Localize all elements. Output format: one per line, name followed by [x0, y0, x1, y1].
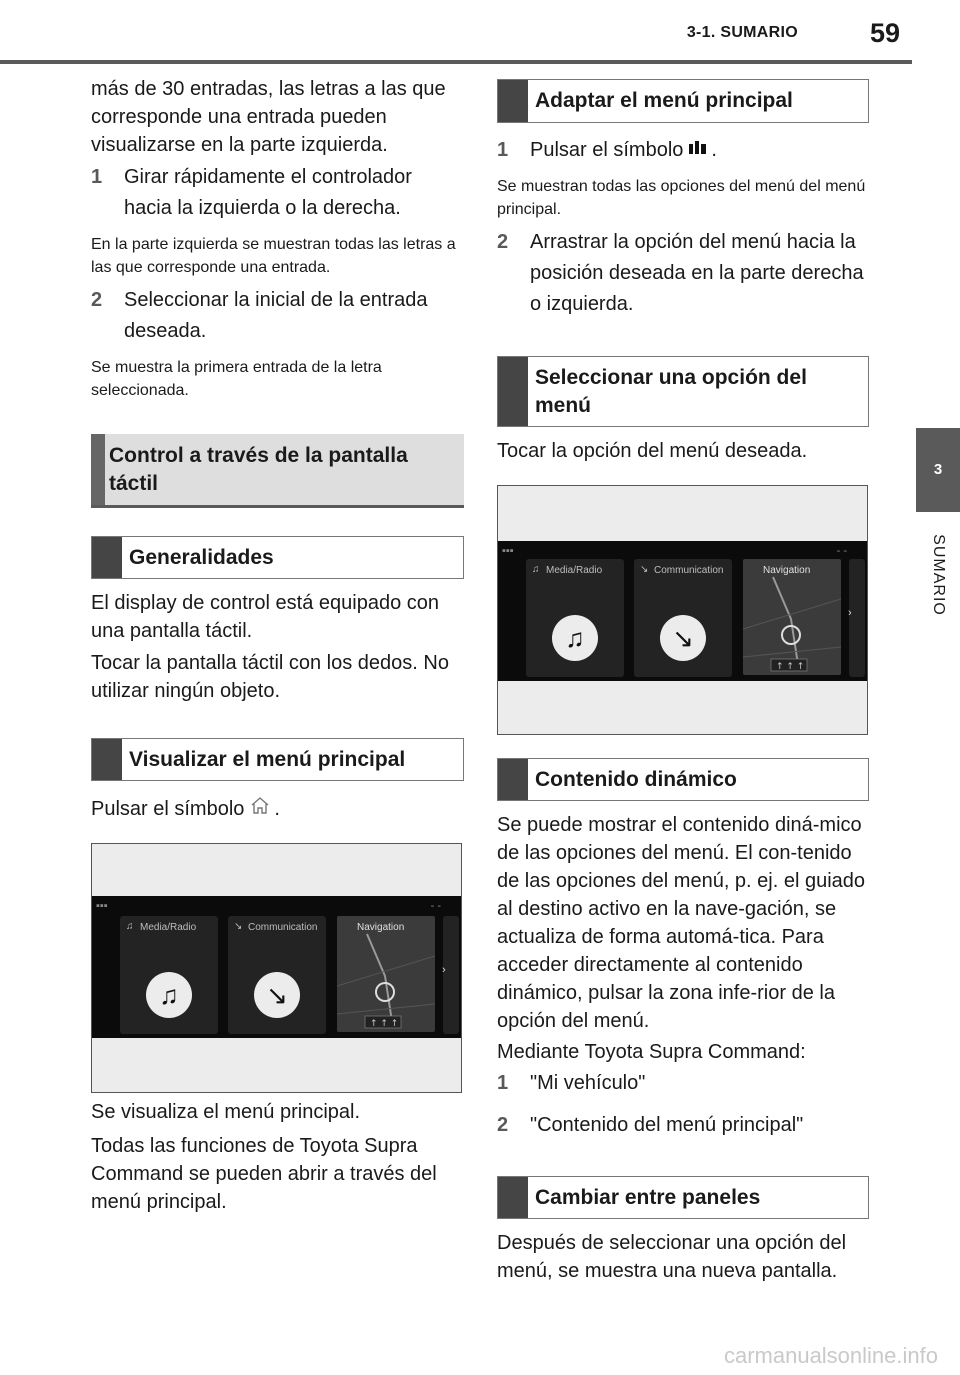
- after-screenshot-paragraph-2: Todas las funciones de Toyota Supra Command se pueden abrir a través del menú principal.: [91, 1135, 437, 1213]
- map-graphic: [337, 916, 435, 1032]
- main-menu-screenshot: [91, 843, 462, 1093]
- tile-media-radio[interactable]: ♫ Media/Radio ♫: [526, 559, 624, 677]
- section-title: 3-1. SUMARIO: [686, 24, 798, 41]
- adapt-step-1: 1 Pulsar el símbolo .: [497, 139, 717, 161]
- page-number: 59: [869, 18, 900, 48]
- svg-text:↑ ↑ ↑: ↑ ↑ ↑: [370, 1019, 399, 1029]
- tile-media-radio[interactable]: ♫ Media/Radio ♫: [120, 916, 218, 1034]
- intro-text: más de 30 entradas, las letras a las que corresponde una entrada pueden visualizarse en la parte izquierda.: [91, 78, 446, 156]
- chevron-right-icon[interactable]: ›: [442, 964, 446, 976]
- step-1: 1 Girar rápidamente el controlador hacia la izquierda o la derecha.: [91, 166, 412, 219]
- general-paragraph-2: Tocar la pantalla táctil con los dedos. No utilizar ningún objeto.: [91, 652, 449, 702]
- panels-paragraph: Después de seleccionar una opción del menú, se muestra una nueva pantalla.: [497, 1232, 847, 1282]
- chapter-label: SUMARIO: [930, 534, 947, 616]
- menu-options-screenshot: [497, 485, 868, 735]
- svg-text:↑ ↑ ↑: ↑ ↑ ↑: [776, 662, 805, 672]
- music-icon: ♫: [532, 564, 540, 575]
- command-step-1: 1 "Mi vehículo": [497, 1072, 646, 1094]
- tile-navigation[interactable]: Navigation ↑ ↑ ↑: [337, 916, 435, 1032]
- step-2: 2 Seleccionar la inicial de la entrada deseada.: [91, 289, 428, 342]
- show-menu-heading: Visualizar el menú principal: [91, 738, 464, 781]
- display-screen: [498, 541, 867, 681]
- general-paragraph-1: El display de control está equipado con una pantalla táctil.: [91, 592, 440, 642]
- music-note-icon: ♫: [146, 972, 192, 1018]
- phone-handset-icon: ↘: [660, 615, 706, 661]
- phone-icon: ↘: [640, 564, 649, 575]
- chevron-right-icon[interactable]: ›: [848, 607, 852, 619]
- music-icon: ♫: [126, 921, 134, 932]
- general-heading: Generalidades: [91, 536, 464, 579]
- header-rule: [0, 60, 912, 64]
- select-paragraph: Tocar la opción del menú deseada.: [497, 440, 808, 462]
- after-screenshot-paragraph-1: Se visualiza el menú principal.: [91, 1101, 361, 1123]
- select-heading: Seleccionar una opción del menú: [497, 356, 869, 427]
- touch-heading: Control a través de la pantalla táctil: [91, 434, 464, 508]
- tile-navigation[interactable]: Navigation ↑ ↑ ↑: [743, 559, 841, 675]
- show-menu-instruction: Pulsar el símbolo .: [91, 798, 280, 820]
- menu-tiles-icon: [689, 142, 711, 159]
- phone-icon: ↘: [234, 921, 243, 932]
- dynamic-heading: Contenido dinámico: [497, 758, 869, 801]
- home-icon: [250, 801, 274, 818]
- watermark: carmanualsonline.info: [723, 1343, 938, 1368]
- adapt-note: Se muestran todas las opciones del menú del menú principal.: [497, 178, 866, 218]
- status-icon: - -: [430, 900, 441, 912]
- note-1: En la parte izquierda se muestran todas las letras a las que corresponde una entrada.: [91, 236, 456, 276]
- tile-communication[interactable]: ↘ Communication ↘: [634, 559, 732, 677]
- command-step-2: 2 "Contenido del menú principal": [497, 1114, 804, 1136]
- command-intro: Mediante Toyota Supra Command:: [497, 1041, 806, 1063]
- panels-heading: Cambiar entre paneles: [497, 1176, 869, 1219]
- chapter-tab: 3: [916, 428, 960, 512]
- adapt-heading: Adaptar el menú principal: [497, 79, 869, 123]
- menu-tiles-icon: ▪▪▪: [502, 545, 514, 557]
- adapt-step-2: 2 Arrastrar la opción del menú hacia la posición deseada en la parte derecha o izquierda.: [497, 231, 864, 315]
- note-2: Se muestra la primera entrada de la letra seleccionada.: [91, 359, 382, 399]
- phone-handset-icon: ↘: [254, 972, 300, 1018]
- dynamic-paragraph: Se puede mostrar el contenido diná-mico de las opciones del menú. El con-tenido de las opciones del menú, p. ej. el guiado al destino activo en la nave-gación, se actualiza de forma automá-tica. Para acceder directamente al contenido dinámico, pulsar la zona infe-rior de la opción del menú.: [497, 814, 866, 1032]
- map-graphic: [743, 559, 841, 675]
- tile-communication[interactable]: ↘ Communication ↘: [228, 916, 326, 1034]
- menu-tiles-icon: ▪▪▪: [96, 900, 108, 912]
- display-screen: [92, 896, 461, 1038]
- status-icon: - -: [836, 545, 847, 557]
- music-note-icon: ♫: [552, 615, 598, 661]
